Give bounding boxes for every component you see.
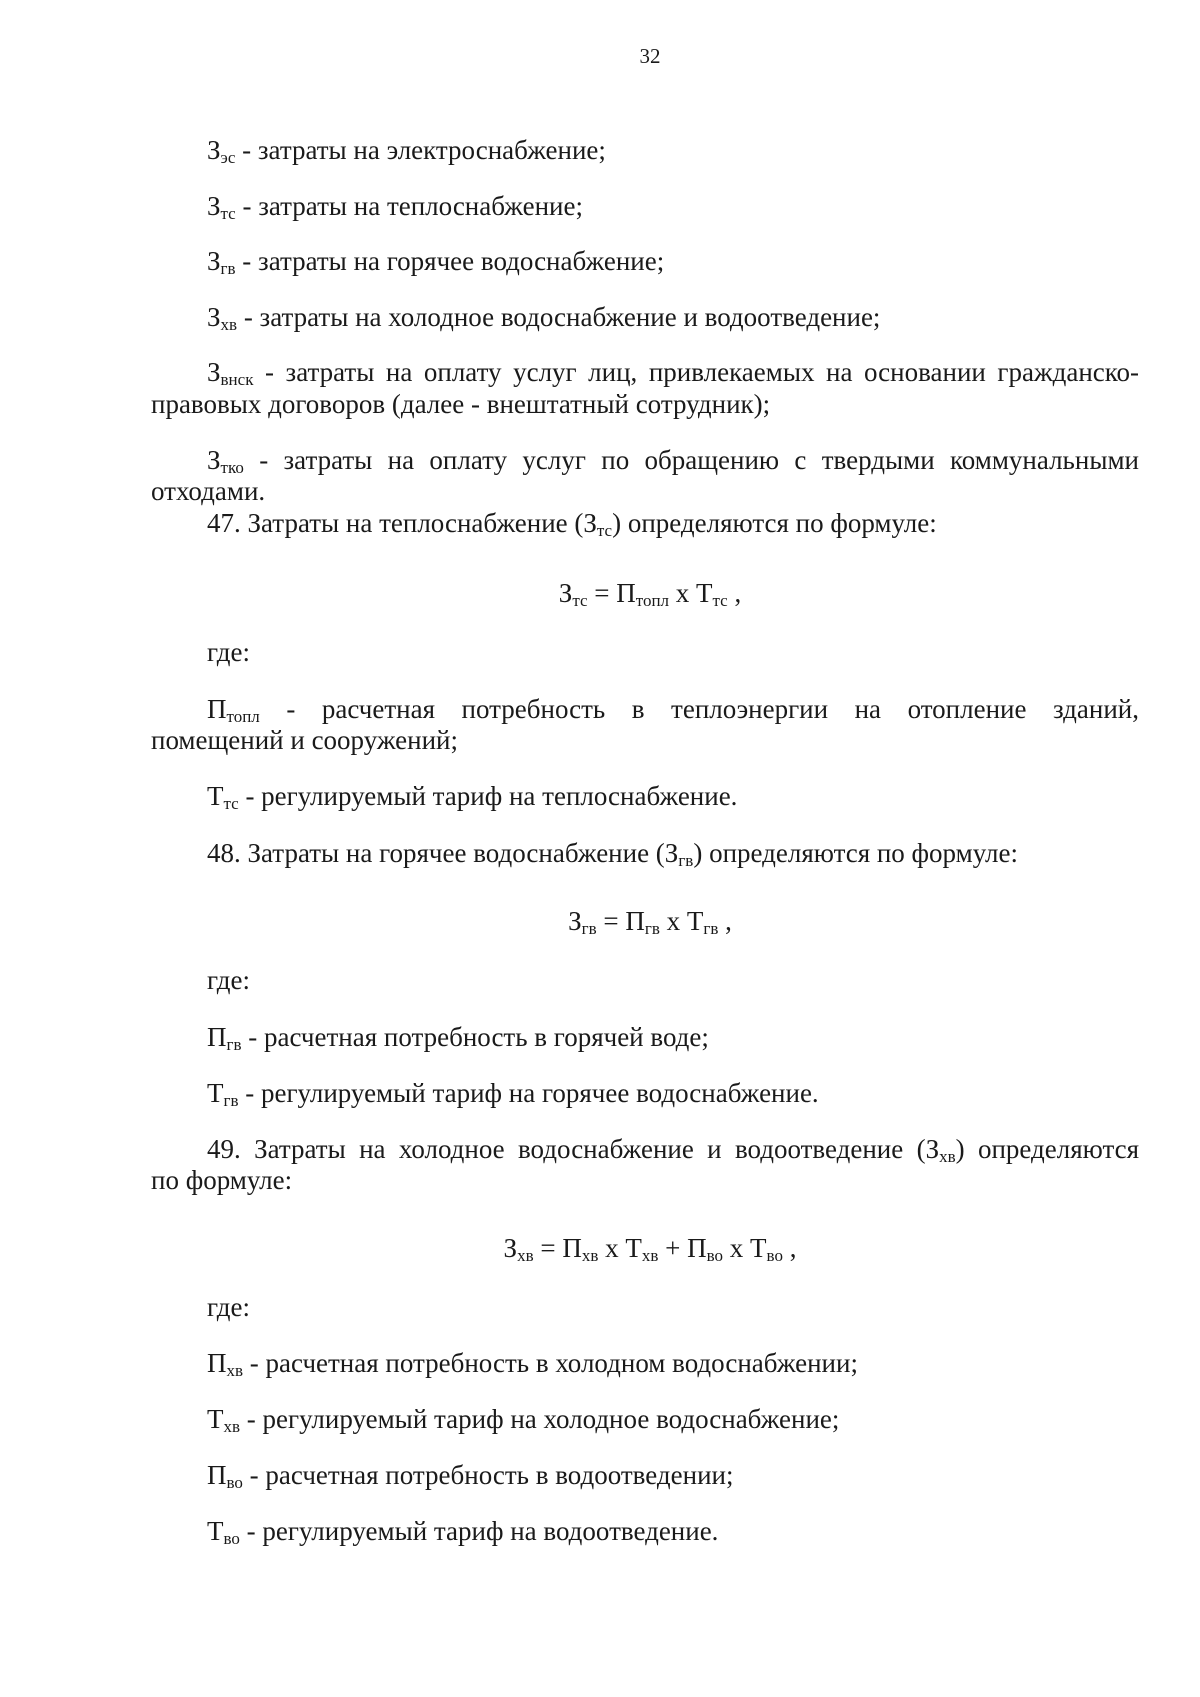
section-47-intro: 47. Затраты на теплоснабжение $(З_{тс})$ определяются по формуле: [207, 508, 937, 540]
formula-48: $З_{гв} = П_{гв}$ х $Т_{гв}$ , [568, 906, 732, 938]
section-48-item-need: $П_{гв}$ - расчетная потребность в горячей воде; [207, 1022, 709, 1054]
formula-49: $З_{хв} = П_{хв}$ х $Т_{хв} + П_{во}$ х $Т_{во}$ , [503, 1233, 797, 1265]
section-47-item-tariff: $Т_{тс}$ - регулируемый тариф на теплоснабжение. [207, 781, 738, 813]
definition-waste: $З_{тко}$ - затраты на оплату услуг по обращению с твердыми коммунальными [207, 445, 1139, 477]
definition-freelance: $З_{внск}$ - затраты на оплату услуг лиц, привлекаемых на основании гражданско- [207, 357, 1139, 389]
section-49-intro-cont: по формуле: [151, 1165, 293, 1195]
where-label-47: где: [207, 637, 250, 667]
section-47-item-fuel: $П_{топл}$ - расчетная потребность в теплоэнергии на отопление зданий, [207, 694, 1139, 726]
section-49-item-cold-tariff: $Т_{хв}$ - регулируемый тариф на холодное водоснабжение; [207, 1404, 840, 1436]
where-label-49: где: [207, 1292, 250, 1322]
where-label-48: где: [207, 965, 250, 995]
definition-waste-cont: отходами. [151, 476, 266, 506]
section-48-intro: 48. Затраты на горячее водоснабжение $(З_{гв})$ определяются по формуле: [207, 838, 1019, 870]
section-49-intro: 49. Затраты на холодное водоснабжение и водоотведение $(З_{хв})$ определяются [207, 1134, 1140, 1166]
section-47-item-fuel-cont: помещений и сооружений; [151, 725, 458, 755]
definition-cold-water: $З_{хв}$ - затраты на холодное водоснабжение и водоотведение; [207, 302, 881, 334]
definition-electricity: $З_{эс}$ - затраты на электроснабжение; [207, 135, 606, 167]
definition-heat: $З_{тс}$ - затраты на теплоснабжение; [207, 191, 583, 223]
section-49-item-cold-need: $П_{хв}$ - расчетная потребность в холодном водоснабжении; [207, 1348, 858, 1380]
definition-freelance-cont: правовых договоров (далее - внештатный сотрудник); [151, 389, 771, 419]
formula-47: $З_{тс} = П_{топл}$ х $Т_{тс}$ , [558, 578, 742, 610]
definition-hot-water: $З_{гв}$ - затраты на горячее водоснабжение; [207, 246, 665, 278]
section-49-item-drain-need: $П_{во}$ - расчетная потребность в водоотведении; [207, 1460, 734, 1492]
section-49-item-drain-tariff: $Т_{во}$ - регулируемый тариф на водоотведение. [207, 1516, 719, 1548]
section-48-item-tariff: $Т_{гв}$ - регулируемый тариф на горячее водоснабжение. [207, 1078, 819, 1110]
page-number: 32 [639, 44, 661, 68]
